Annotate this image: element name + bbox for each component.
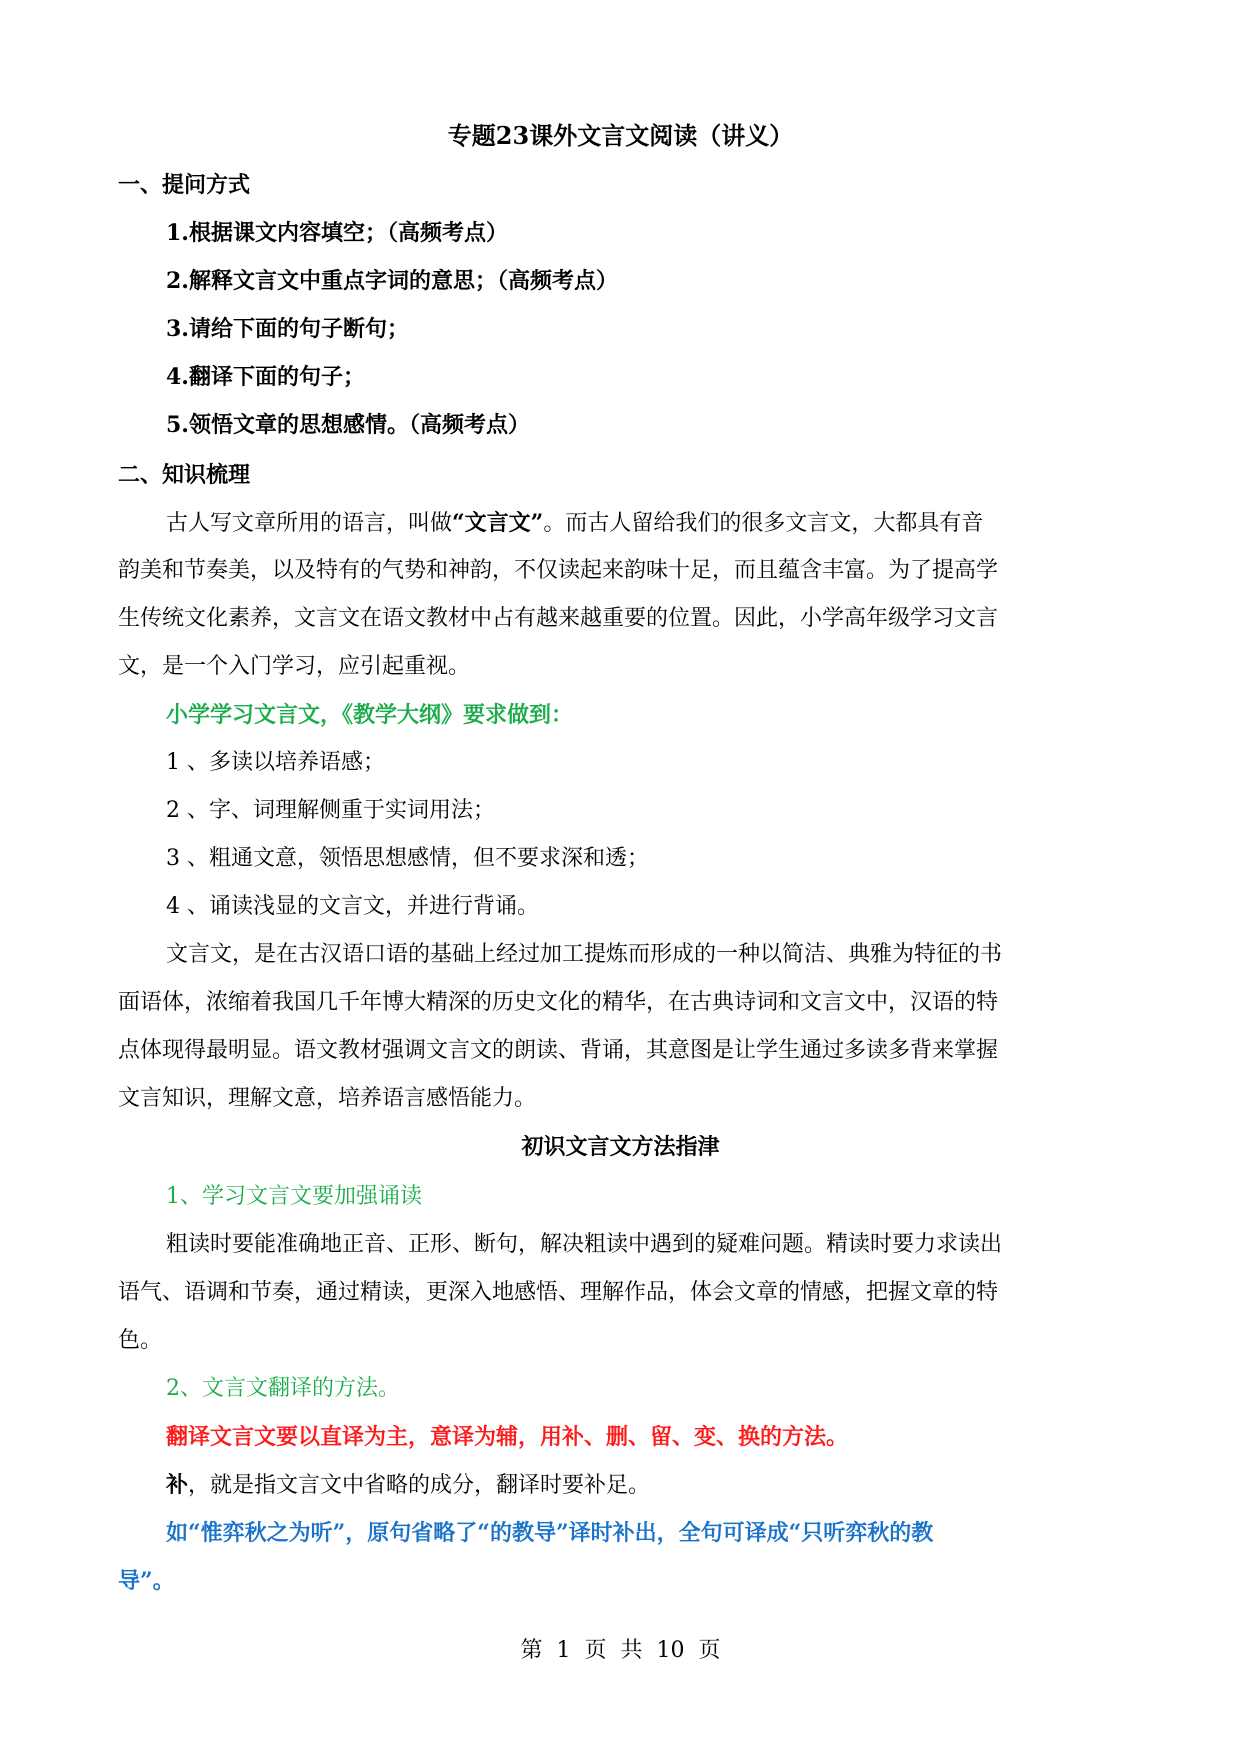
page-title: 专题23课外文言文阅读（讲义） <box>447 121 794 150</box>
question-item: 2.解释文言文中重点字词的意思；（高频考点） <box>166 268 618 294</box>
method-title: 初识文言文方法指津 <box>521 1134 720 1160</box>
example-line: 导”。 <box>118 1568 175 1594</box>
paragraph-text: 。而古人留给我们的很多文言文，大都具有音 <box>543 511 984 536</box>
section-heading-knowledge: 二、知识梳理 <box>118 462 251 488</box>
question-item: 1.根据课文内容填空；（高频考点） <box>166 220 508 246</box>
paragraph-text: 古人写文章所用的语言，叫做 <box>166 511 453 536</box>
term-wenyanwen: “文言文” <box>452 510 544 536</box>
paragraph-line: 色。 <box>118 1328 163 1353</box>
paragraph-line: 面语体，浓缩着我国几千年博大精深的历史文化的精华，在古典诗词和文言文中，汉语的特 <box>118 990 999 1015</box>
bu-label: 补 <box>166 1472 189 1498</box>
paragraph-line: 韵美和节奏美，以及特有的气势和神韵，不仅读起来韵味十足，而且蕴含丰富。为了提高学 <box>118 558 999 583</box>
paragraph-line <box>166 1468 650 1503</box>
section-heading-questions: 一、提问方式 <box>118 172 251 198</box>
paragraph-line: 文，是一个入门学习，应引起重视。 <box>118 654 471 679</box>
requirement-item: 3 、粗通文意，领悟思想感情，但不要求深和透； <box>166 846 649 871</box>
method2-rule: 翻译文言文要以直译为主，意译为辅，用补、删、留、变、换的方法。 <box>166 1424 849 1450</box>
requirement-heading: 小学学习文言文，《教学大纲》要求做到： <box>166 702 574 728</box>
requirement-item: 1 、多读以培养语感； <box>166 750 385 775</box>
requirement-item: 2 、字、词理解侧重于实词用法； <box>166 798 495 823</box>
paragraph-line: 文言文，是在古汉语口语的基础上经过加工提炼而形成的一种以简洁、典雅为特征的书 <box>166 942 1003 967</box>
paragraph-line: 粗读时要能准确地正音、正形、断句，解决粗读中遇到的疑难问题。精读时要力求读出 <box>166 1232 1003 1257</box>
question-item: 3.请给下面的句子断句； <box>166 316 409 342</box>
paragraph-line: 语气、语调和节奏，通过精读，更深入地感悟、理解作品，体会文章的情感，把握文章的特 <box>118 1280 999 1305</box>
question-item: 4.翻译下面的句子； <box>166 364 365 390</box>
paragraph-line: 文言知识，理解文意，培养语言感悟能力。 <box>118 1086 537 1111</box>
method2-heading: 2、文言文翻译的方法。 <box>166 1376 400 1401</box>
paragraph-line: 生传统文化素养，文言文在语文教材中占有越来越重要的位置。因此，小学高年级学习文言 <box>118 606 999 631</box>
paragraph-line <box>166 506 983 541</box>
page-footer: 第 1 页 共 10 页 <box>520 1638 721 1663</box>
bu-text: ，就是指文言文中省略的成分，翻译时要补足。 <box>188 1473 651 1498</box>
paragraph-line: 点体现得最明显。语文教材强调文言文的朗读、背诵，其意图是让学生通过多读多背来掌握 <box>118 1038 999 1063</box>
method1-heading: 1、学习文言文要加强诵读 <box>166 1184 422 1209</box>
example-line: 如“惟弈秋之为听”，原句省略了“的教导”译时补出，全句可译成“只听弈秋的教 <box>166 1520 934 1546</box>
question-item: 5.领悟文章的思想感情。（高频考点） <box>166 412 530 438</box>
requirement-item: 4 、诵读浅显的文言文，并进行背诵。 <box>166 894 539 919</box>
